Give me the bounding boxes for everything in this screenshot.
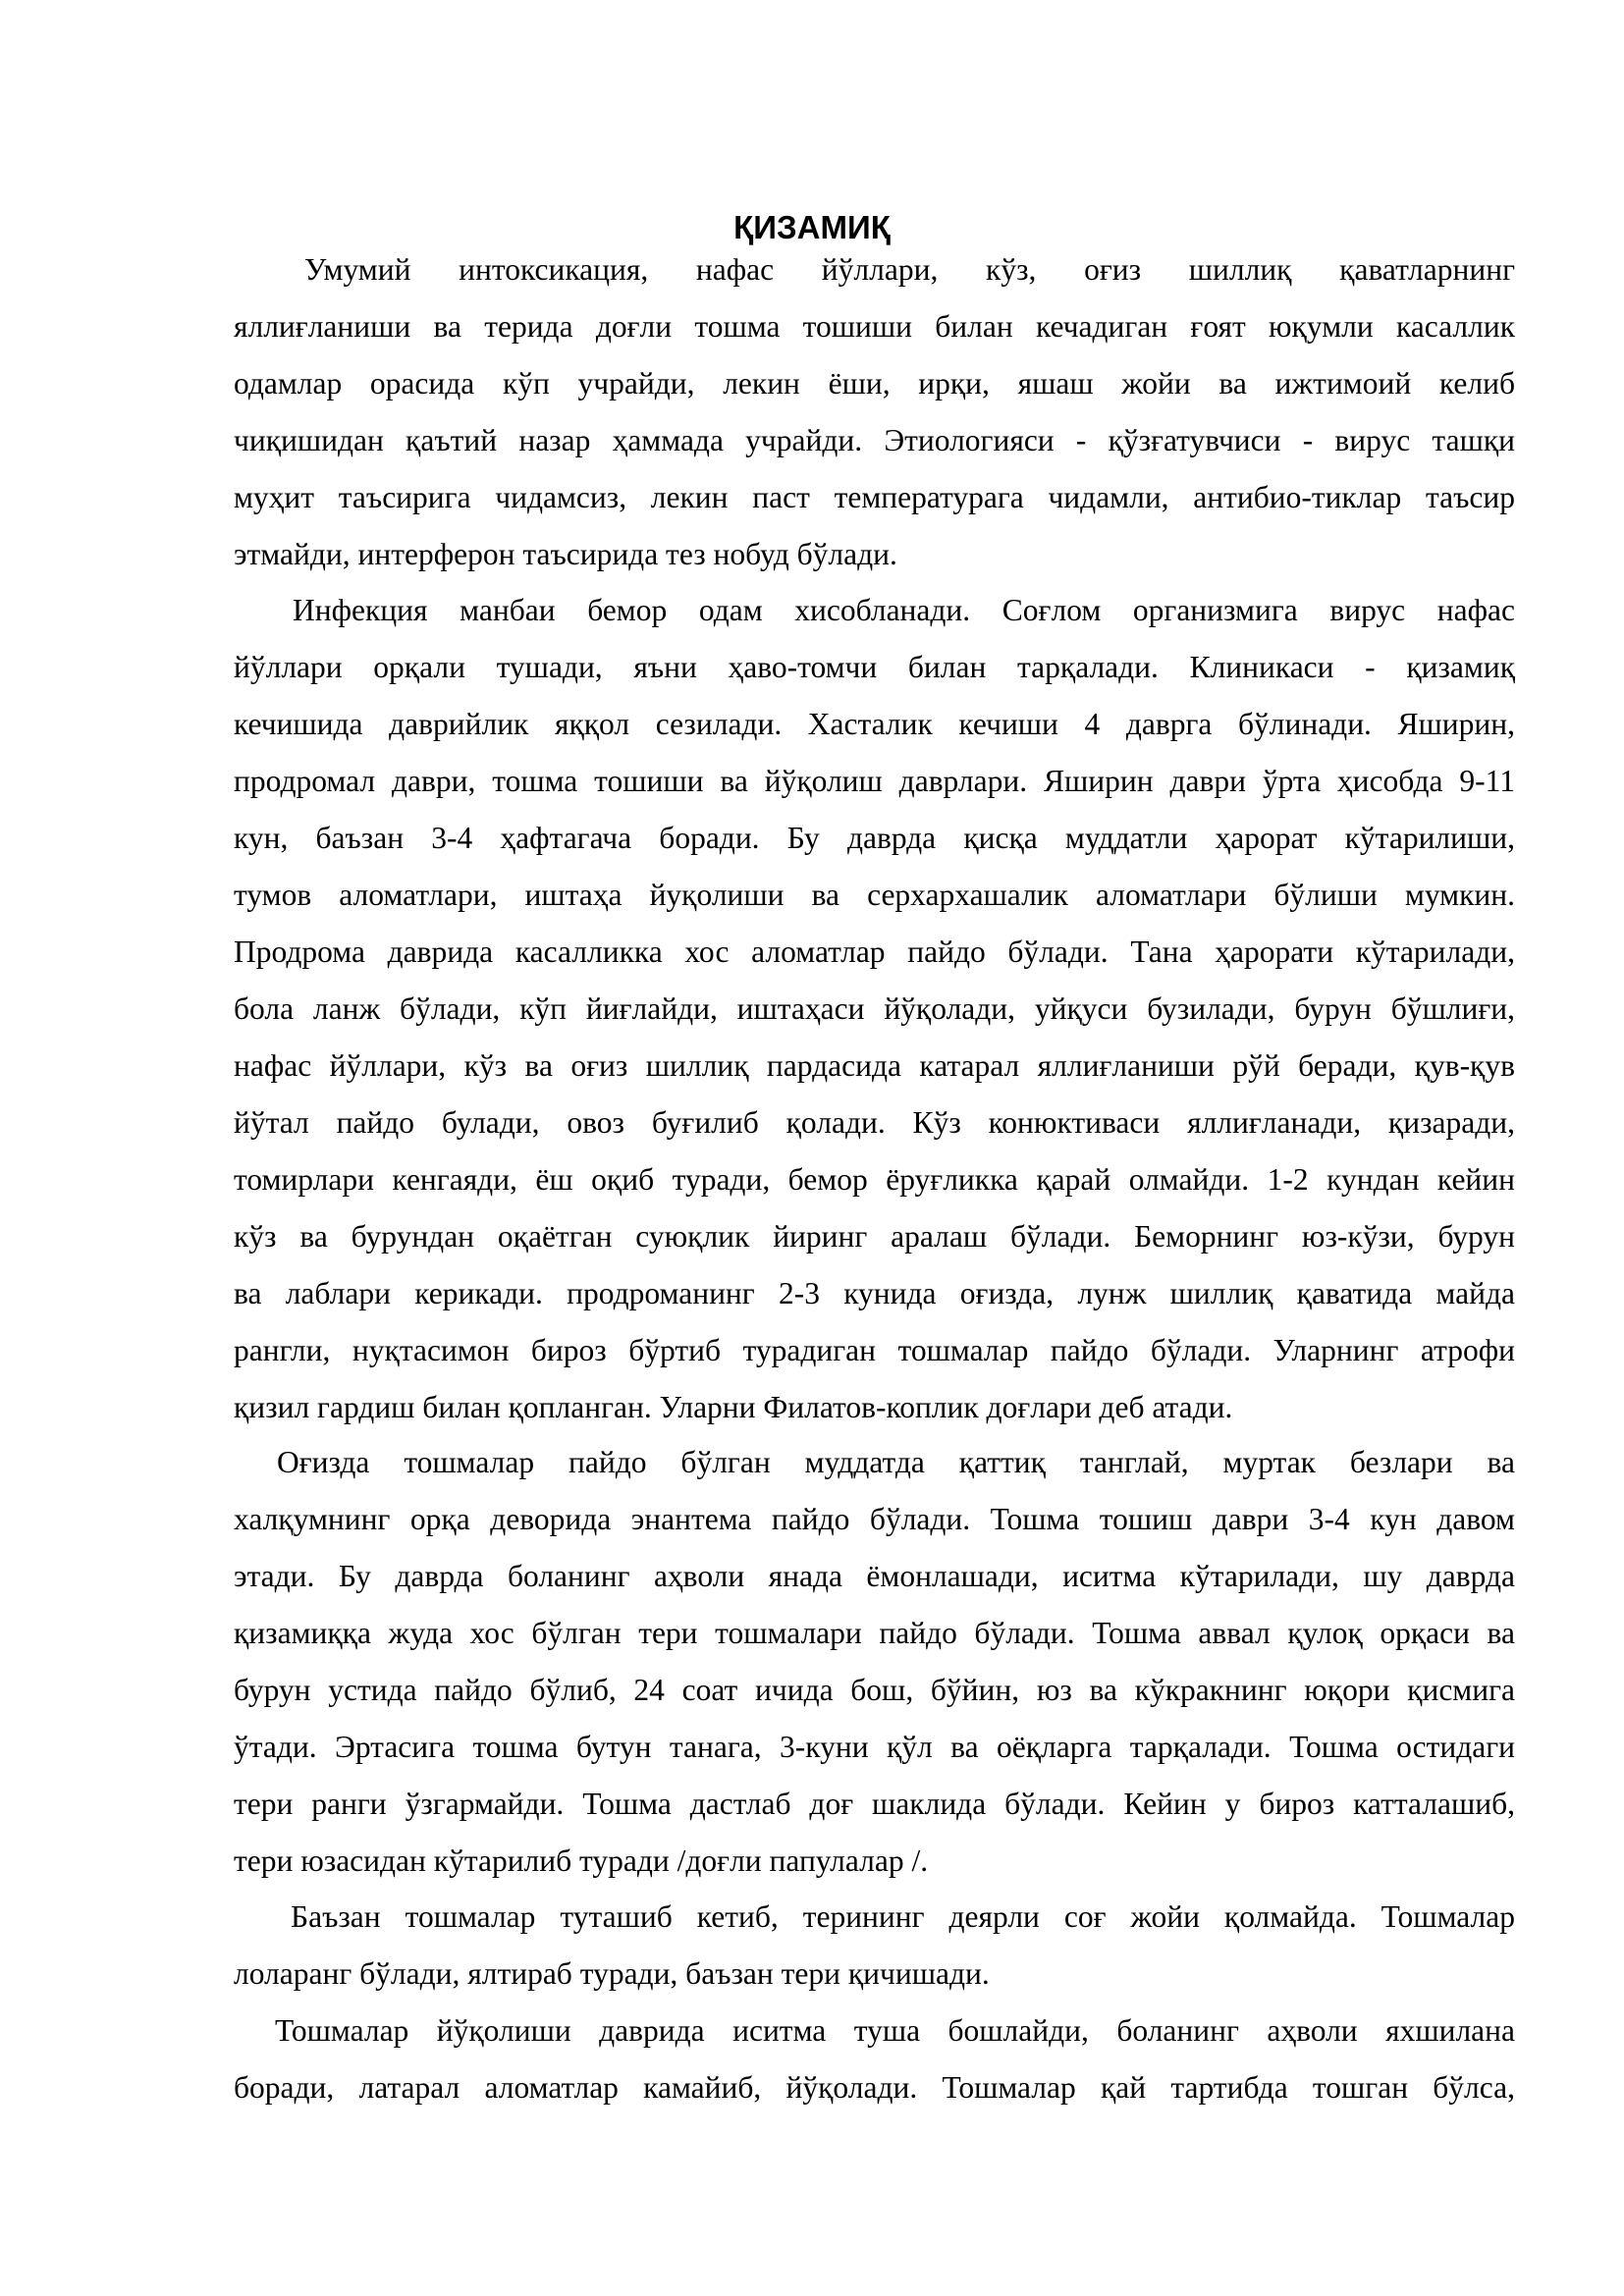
text-line: томирлари кенгаяди, ёш оқиб туради, бемор ёруғликка қарай олмайди. 1-2 кундан кейин bbox=[234, 1162, 1515, 1197]
page-title: ҚИЗАМИҚ bbox=[733, 209, 891, 245]
text-line: қизил гардиш билан қопланган. Уларни Филатов-коплик доғлари деб атади. bbox=[234, 1390, 1233, 1424]
text-line: этади. Бу даврда боланинг аҳволи янада ёмонлашади, иситма кўтарилади, шу даврда bbox=[234, 1559, 1515, 1593]
text-line: лоларанг бўлади, ялтираб туради, баъзан тери қичишади. bbox=[234, 1956, 990, 1991]
text-line: йўтал пайдо булади, овоз буғилиб қолади. Кўз конюктиваси яллиғланади, қизаради, bbox=[234, 1105, 1515, 1140]
text-line: рангли, нуқтасимон бироз бўртиб турадиган тошмалар пайдо бўлади. Уларнинг атрофи bbox=[234, 1333, 1515, 1367]
text-line: Тошмалар йўқолиши даврида иситма туша бошлайди, боланинг аҳволи яхшилана bbox=[275, 2013, 1515, 2048]
paragraph-5 bbox=[234, 2002, 1515, 2116]
text-line: тумов аломатлари, иштаҳа йуқолиши ва серхархашалик аломатлари бўлиши мумкин. bbox=[234, 878, 1515, 912]
text-line: тери ранги ўзгармайди. Тошма дастлаб доғ шаклида бўлади. Кейин у бироз катталашиб, bbox=[234, 1787, 1515, 1821]
text-line: бола ланж бўлади, кўп йиғлайди, иштаҳаси йўқолади, уйқуси бузилади, бурун бўшлиғи, bbox=[234, 991, 1515, 1026]
text-line: яллиғланиши ва терида доғли тошма тошиши билан кечадиган ғоят юқумли касаллик bbox=[234, 309, 1515, 344]
text-line: бурун устида пайдо бўлиб, 24 соат ичида бош, бўйин, юз ва кўкракнинг юқори қисмига bbox=[234, 1673, 1515, 1707]
paragraph-4 bbox=[234, 1889, 1515, 2002]
text-line: Оғизда тошмалар пайдо бўлган муддатда қаттиқ танглай, муртак безлари ва bbox=[277, 1445, 1515, 1479]
text-line: йўллари орқали тушади, яъни ҳаво-томчи билан тарқалади. Клиникаси - қизамиқ bbox=[234, 650, 1515, 684]
text-line: халқумнинг орқа деворида энантема пайдо бўлади. Тошма тошиш даври 3-4 кун давом bbox=[234, 1502, 1515, 1536]
text-line: ўтади. Эртасига тошма бутун танага, 3-куни қўл ва оёқларга тарқалади. Тошма остидаги bbox=[234, 1730, 1515, 1764]
text-line: Баъзан тошмалар туташиб кетиб, терининг деярли соғ жойи қолмайда. Тошмалар bbox=[291, 1899, 1515, 1934]
paragraph-3 bbox=[234, 1434, 1515, 1890]
text-line: одамлар орасида кўп учрайди, лекин ёши, ирқи, яшаш жойи ва ижтимоий келиб bbox=[234, 366, 1515, 400]
text-line: Инфекция манбаи бемор одам хисобланади. Соғлом организмига вирус нафас bbox=[293, 593, 1515, 627]
paragraph-1 bbox=[234, 241, 1515, 583]
text-line: ва лаблари керикади. продроманинг 2-3 кунида оғизда, лунж шиллиқ қаватида майда bbox=[234, 1276, 1515, 1310]
text-line: муҳит таъсирига чидамсиз, лекин паст температурага чидамли, антибио-тиклар таъсир bbox=[234, 480, 1515, 514]
text-line: чиқишидан қаътий назар ҳаммада учрайди. Этиологияси - қўзғатувчиси - вирус ташқи bbox=[234, 423, 1515, 457]
text-line: кўз ва бурундан оқаётган суюқлик йиринг аралаш бўлади. Беморнинг юз-кўзи, бурун bbox=[234, 1219, 1515, 1254]
text-line: нафас йўллари, кўз ва оғиз шиллиқ пардасида катарал яллиғланиши рўй беради, қув-қув bbox=[234, 1048, 1515, 1083]
text-line: Умумий интоксикация, нафас йўллари, кўз, оғиз шиллиқ қаватларнинг bbox=[304, 252, 1515, 287]
text-line: этмайди, интерферон таъсирида тез нобуд бўлади. bbox=[234, 537, 897, 571]
text-line: Продрома даврида касалликка хос аломатлар пайдо бўлади. Тана ҳарорати кўтарилади, bbox=[234, 934, 1515, 969]
text-line: боради, латарал аломатлар камайиб, йўқолади. Тошмалар қай тартибда тошган бўлса, bbox=[234, 2070, 1515, 2105]
paragraph-2 bbox=[234, 582, 1515, 1436]
text-line: тери юзасидан кўтарилиб туради /доғли папулалар /. bbox=[234, 1843, 929, 1878]
text-line: кечишида даврийлик яққол сезилади. Хасталик кечиши 4 даврга бўлинади. Яширин, bbox=[234, 707, 1515, 741]
text-line: продромал даври, тошма тошиши ва йўқолиш даврлари. Яширин даври ўрта ҳисобда 9-11 bbox=[234, 764, 1515, 798]
text-line: қизамиққа жуда хос бўлган тери тошмалари пайдо бўлади. Тошма аввал қулоқ орқаси ва bbox=[234, 1616, 1515, 1650]
text-line: кун, баъзан 3-4 ҳафтагача боради. Бу даврда қисқа муддатли ҳарорат кўтарилиши, bbox=[234, 821, 1515, 855]
